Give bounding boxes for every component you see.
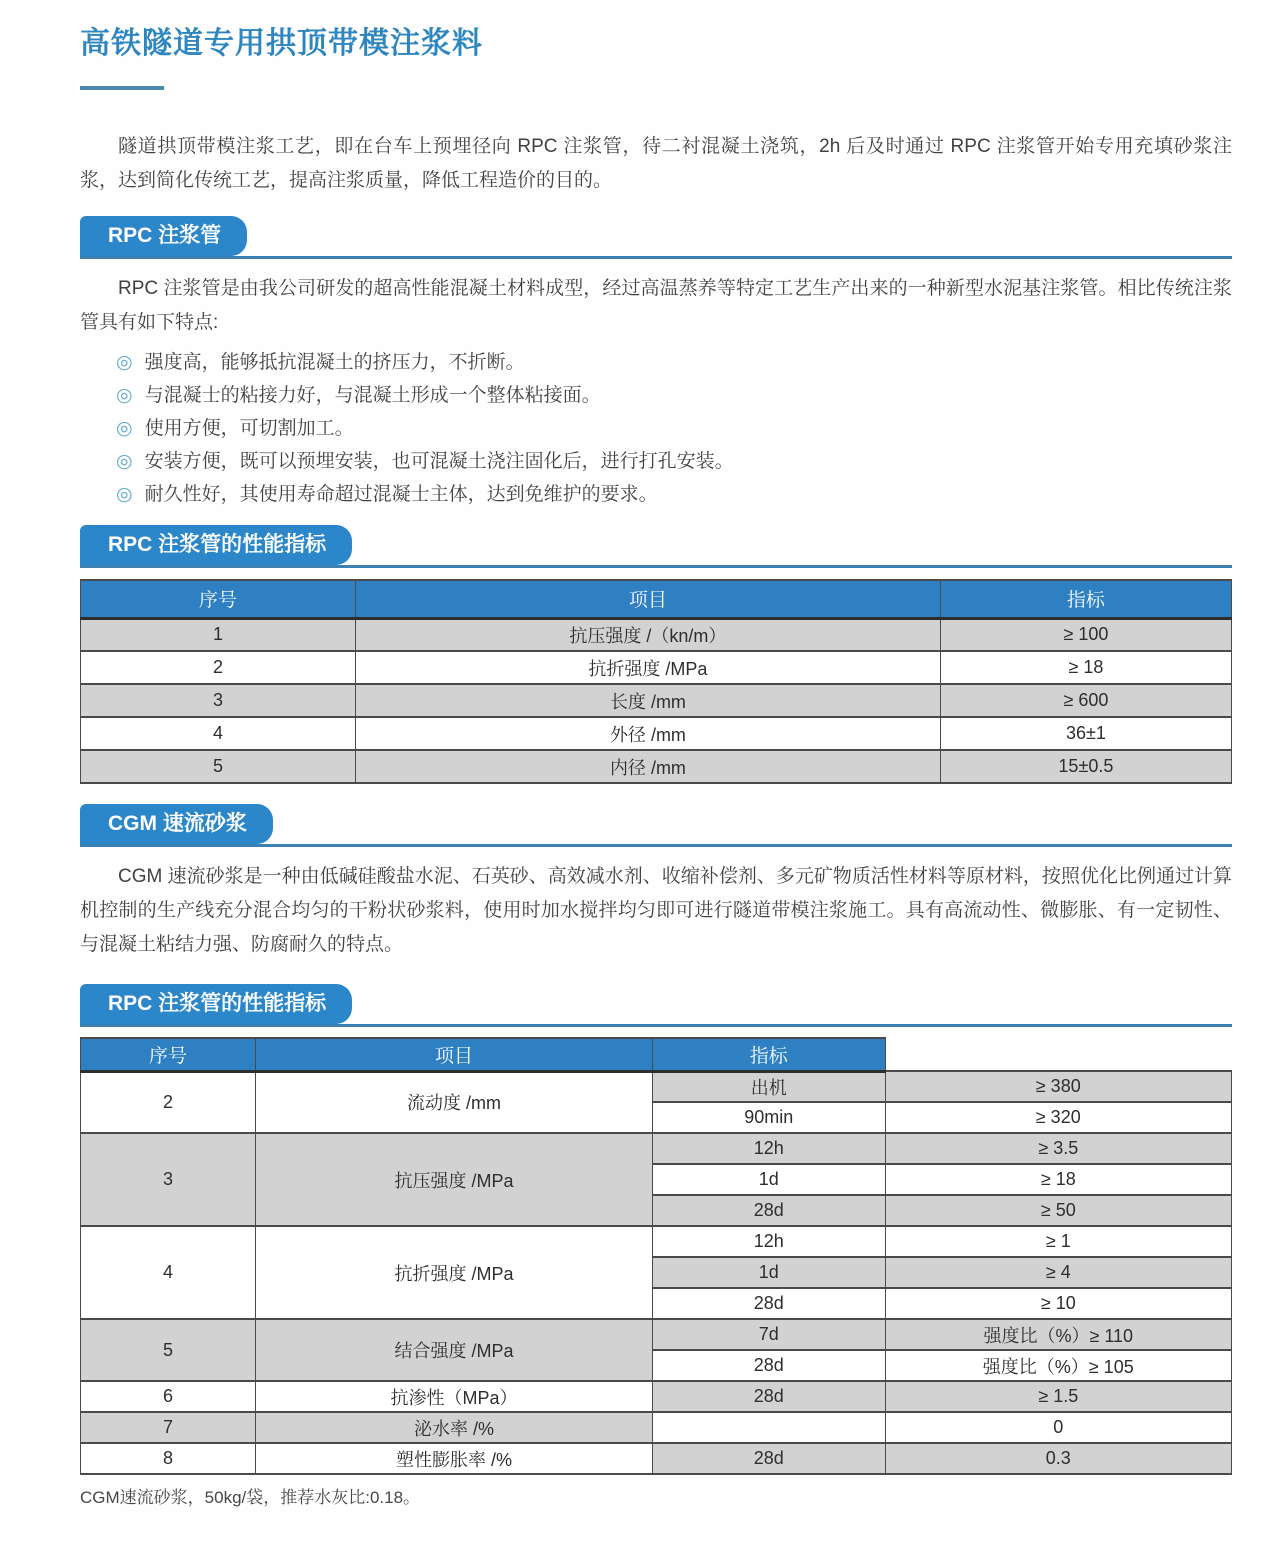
value-cell: 0 bbox=[885, 1412, 1231, 1443]
value-cell: ≥ 4 bbox=[885, 1257, 1231, 1288]
bullet-icon: ◎ bbox=[116, 352, 133, 373]
condition-cell bbox=[653, 1412, 886, 1443]
row-number-cell: 4 bbox=[81, 1226, 256, 1319]
condition-cell: 28d bbox=[653, 1288, 886, 1319]
item-cell: 抗压强度 /MPa bbox=[255, 1133, 652, 1226]
feature-text: 安装方便，既可以预埋安装，也可混凝土浇注固化后，进行打孔安装。 bbox=[144, 451, 734, 472]
section-header-rpc-pipe bbox=[80, 216, 1232, 259]
value-cell: 强度比（%）≥ 105 bbox=[885, 1350, 1231, 1381]
row-number-cell: 2 bbox=[81, 651, 356, 684]
item-cell: 泌水率 /% bbox=[255, 1412, 652, 1443]
section-header-cgm bbox=[80, 804, 1232, 847]
row-number-cell: 5 bbox=[81, 750, 356, 783]
item-cell: 外径 /mm bbox=[356, 717, 941, 750]
table-row bbox=[81, 1226, 1232, 1257]
table-row bbox=[81, 1381, 1232, 1412]
table-row bbox=[81, 651, 1232, 684]
table-row bbox=[81, 1412, 1232, 1443]
condition-cell: 28d bbox=[653, 1381, 886, 1412]
intro-paragraph: 隧道拱顶带模注浆工艺，即在台车上预埋径向 RPC 注浆管，待二衬混凝土浇筑，2h 后及时通过 RPC 注浆管开始专用充填砂浆注浆，达到简化传统工艺，提高注浆质量，降低工程造价的目的。 bbox=[80, 136, 1232, 191]
condition-cell: 1d bbox=[653, 1164, 886, 1195]
item-cell: 长度 /mm bbox=[356, 684, 941, 717]
table-row bbox=[81, 1443, 1232, 1474]
section-header-rpc-specs bbox=[80, 525, 1232, 568]
header-row bbox=[81, 1038, 1232, 1071]
list-item bbox=[116, 478, 1232, 511]
bullet-icon: ◎ bbox=[116, 418, 133, 439]
table-body bbox=[81, 618, 1232, 783]
section-badge: RPC 注浆管的性能指标 bbox=[80, 984, 352, 1024]
row-number-cell: 3 bbox=[81, 1133, 256, 1226]
feature-list bbox=[80, 346, 1232, 511]
value-cell: ≥ 10 bbox=[885, 1288, 1231, 1319]
list-item bbox=[116, 412, 1232, 445]
value-cell: 0.3 bbox=[885, 1443, 1231, 1474]
table-header-row bbox=[81, 580, 1232, 618]
table-body bbox=[81, 1071, 1232, 1474]
section-badge: CGM 速流砂浆 bbox=[80, 804, 273, 844]
table-row bbox=[81, 1071, 1232, 1102]
item-cell: 流动度 /mm bbox=[255, 1071, 652, 1133]
feature-text: 与混凝士的粘接力好，与混凝土形成一个整体粘接面。 bbox=[144, 385, 601, 406]
condition-cell: 28d bbox=[653, 1195, 886, 1226]
value-cell: ≥ 380 bbox=[885, 1071, 1231, 1102]
value-cell: 强度比（%）≥ 110 bbox=[885, 1319, 1231, 1350]
value-cell: ≥ 50 bbox=[885, 1195, 1231, 1226]
row-number-cell: 4 bbox=[81, 717, 356, 750]
condition-cell: 28d bbox=[653, 1350, 886, 1381]
table-row bbox=[81, 717, 1232, 750]
cgm-description: CGM 速流砂浆是一种由低碱硅酸盐水泥、石英砂、高效减水剂、收缩补偿剂、多元矿物质活性材料等原材料，按照优化比例通过计算机控制的生产线充分混合均匀的干粉状砂浆料，使用时加水搅拌均匀即可进行隧道带模注浆施工。具有高流动性、微膨胀、有一定韧性、与混凝土粘结力强、防腐耐久的特点。 bbox=[80, 866, 1232, 955]
item-cell: 抗折强度 /MPa bbox=[255, 1226, 652, 1319]
footnote: CGM速流砂浆，50kg/袋，推荐水灰比:0.18。 bbox=[80, 1488, 421, 1507]
item-cell: 抗压强度 /（kn/m） bbox=[356, 618, 941, 651]
condition-cell: 1d bbox=[653, 1257, 886, 1288]
title-underline bbox=[80, 86, 164, 90]
table-row bbox=[81, 1319, 1232, 1350]
table-row bbox=[81, 684, 1232, 717]
value-cell: ≥ 320 bbox=[885, 1102, 1231, 1133]
column-header: 项目 bbox=[356, 580, 941, 618]
page-title: 高铁隧道专用拱顶带模注浆料 bbox=[80, 27, 483, 60]
value-cell: ≥ 18 bbox=[885, 1164, 1231, 1195]
value-cell: 36±1 bbox=[940, 717, 1231, 750]
item-cell: 抗渗性（MPa） bbox=[255, 1381, 652, 1412]
value-cell: ≥ 18 bbox=[940, 651, 1231, 684]
feature-text: 使用方便，可切割加工。 bbox=[144, 418, 354, 439]
list-item bbox=[116, 346, 1232, 379]
bullet-icon: ◎ bbox=[116, 451, 133, 472]
bullet-icon: ◎ bbox=[116, 385, 133, 406]
table-row bbox=[81, 618, 1232, 651]
row-number-cell: 5 bbox=[81, 1319, 256, 1381]
row-number-cell: 8 bbox=[81, 1443, 256, 1474]
rpc-description: RPC 注浆管是由我公司研发的超高性能混凝土材料成型，经过高温蒸养等特定工艺生产出来的一种新型水泥基注浆管。相比传统注浆管具有如下特点: bbox=[80, 278, 1232, 333]
condition-cell: 7d bbox=[653, 1319, 886, 1350]
condition-cell: 12h bbox=[653, 1226, 886, 1257]
value-cell: 15±0.5 bbox=[940, 750, 1231, 783]
condition-cell: 出机 bbox=[653, 1071, 886, 1102]
value-cell: ≥ 3.5 bbox=[885, 1133, 1231, 1164]
condition-cell: 12h bbox=[653, 1133, 886, 1164]
bullet-icon: ◎ bbox=[116, 484, 133, 505]
feature-text: 强度高，能够抵抗混凝土的挤压力，不折断。 bbox=[144, 352, 525, 373]
row-number-cell: 3 bbox=[81, 684, 356, 717]
column-header: 序号 bbox=[81, 580, 356, 618]
cgm-spec-table bbox=[80, 1037, 1232, 1475]
table-header-row bbox=[81, 1038, 1232, 1071]
table-row bbox=[81, 1133, 1232, 1164]
row-number-cell: 2 bbox=[81, 1071, 256, 1133]
section-header-cgm-specs bbox=[80, 984, 1232, 1027]
section-badge: RPC 注浆管 bbox=[80, 216, 247, 256]
column-header: 序号 bbox=[81, 1038, 256, 1071]
row-number-cell: 1 bbox=[81, 618, 356, 651]
column-header: 指标 bbox=[940, 580, 1231, 618]
table-row bbox=[81, 750, 1232, 783]
feature-text: 耐久性好，其使用寿命超过混凝士主体，达到免维护的要求。 bbox=[144, 484, 658, 505]
item-cell: 抗折强度 /MPa bbox=[356, 651, 941, 684]
condition-cell: 90min bbox=[653, 1102, 886, 1133]
column-header: 项目 bbox=[255, 1038, 652, 1071]
header-row bbox=[81, 580, 1232, 618]
item-cell: 塑性膨胀率 /% bbox=[255, 1443, 652, 1474]
value-cell: ≥ 1.5 bbox=[885, 1381, 1231, 1412]
column-header: 指标 bbox=[653, 1038, 886, 1071]
condition-cell: 28d bbox=[653, 1443, 886, 1474]
value-cell: ≥ 600 bbox=[940, 684, 1231, 717]
section-badge: RPC 注浆管的性能指标 bbox=[80, 525, 352, 565]
list-item bbox=[116, 379, 1232, 412]
list-item bbox=[116, 445, 1232, 478]
item-cell: 内径 /mm bbox=[356, 750, 941, 783]
value-cell: ≥ 1 bbox=[885, 1226, 1231, 1257]
item-cell: 结合强度 /MPa bbox=[255, 1319, 652, 1381]
row-number-cell: 6 bbox=[81, 1381, 256, 1412]
rpc-spec-table bbox=[80, 579, 1232, 784]
value-cell: ≥ 100 bbox=[940, 618, 1231, 651]
row-number-cell: 7 bbox=[81, 1412, 256, 1443]
